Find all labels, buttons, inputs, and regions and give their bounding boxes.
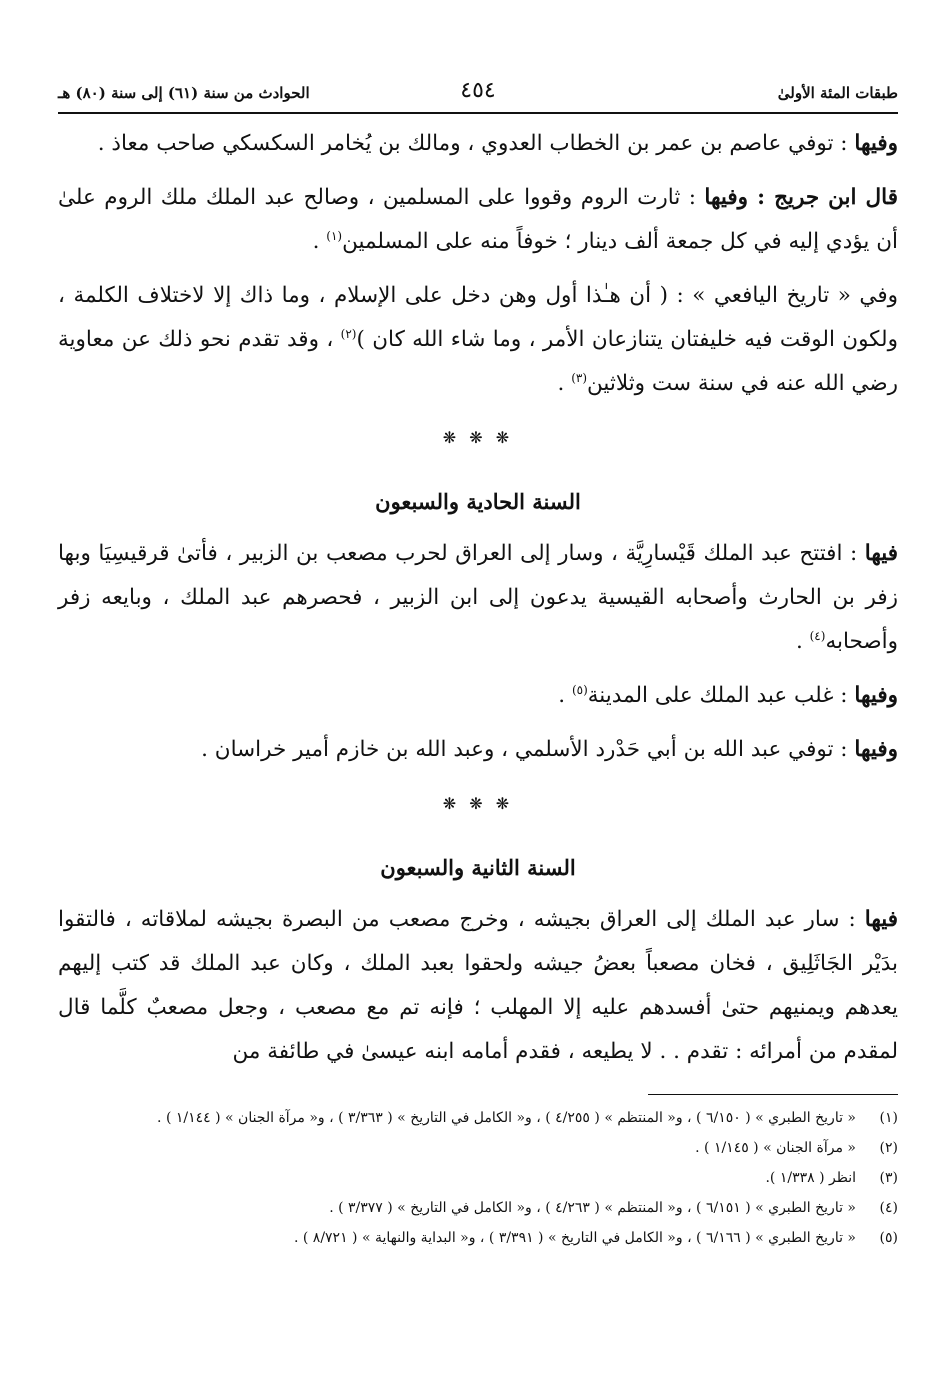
paragraph: وفي « تاريخ اليافعي » : ( أن هـٰذا أول وهن دخل على الإسلام ، وما ذاك إلا لاختلاف الكلمة ، ولكون الوقت فيه خليفتان يتنازعان الأمر ، وما شاء الله كان )$^{(٢)}$ ، وقد تقدم نحو ذلك عن معاوية رضي الله عنه في سنة ست وثلاثين$^{(٣)}$ . xyxy=(58,283,898,396)
footnote-ref: (٤) xyxy=(809,628,826,643)
footnotes xyxy=(58,1103,898,1253)
footnote-ref: (٢) xyxy=(340,326,357,341)
section-heading: السنة الحادية والسبعون xyxy=(375,489,581,514)
footnote-ref: (٣) xyxy=(571,370,588,385)
paragraph: وفيها : غلب عبد الملك على المدينة$^{(٥)}$ . xyxy=(558,682,898,708)
book-page xyxy=(58,78,898,1253)
footnote-divider xyxy=(648,1094,898,1095)
page-number: ٤٥٤ xyxy=(460,78,496,103)
page-body xyxy=(58,122,898,1074)
paragraph: فيها : افتتح عبد الملك قَيْسارِيَّة ، وسار إلى العراق لحرب مصعب بن الزبير ، فأتىٰ قرقيسِيَا وبها زفر بن الحارث وأصحابه القيسية يدعون إلى ابن الزبير ، فحصرهم عبد الملك ، وبايعه زفر وأصحابه$^{(٤)}$ . xyxy=(58,541,898,654)
footnote-ref: (٥) xyxy=(571,682,588,697)
footnote-item: (٢) « مرآة الجنان » ( ١/١٤٥ ) . xyxy=(695,1140,898,1156)
section-separator: ❋ ❋ ❋ xyxy=(442,428,514,447)
section-separator: ❋ ❋ ❋ xyxy=(442,794,514,813)
section-heading: السنة الثانية والسبعون xyxy=(380,855,576,880)
paragraph: فيها : سار عبد الملك إلى العراق بجيشه ، وخرج مصعب من البصرة بجيشه لملاقاته ، فالتقوا بدَيْر الجَاثَلِيق ، فخان مصعباً بعضُ جيشه ولحقوا بعبد الملك ، وكان عبد الملك قد كتب إليهم يعدهم ويمنيهم حتىٰ أفسدهم عليه إلا المهلب ؛ فإنه تم مع مصعب ، وجعل مصعبٌ كلَّما قال لمقدم من أمرائه : تقدم . . لا يطيعه ، فقدم أمامه ابنه عيسىٰ في طائفة من xyxy=(58,907,898,1064)
footnote-item: (٥) « تاريخ الطبري » ( ٦/١٦٦ ) ، و« الكامل في التاريخ » ( ٣/٣٩١ ) ، و« البداية والنهاية » ( ٨/٧٢١ ) . xyxy=(293,1230,898,1246)
footnote-item: (٤) « تاريخ الطبري » ( ٦/١٥١ ) ، و« المنتظم » ( ٤/٢٦٣ ) ، و« الكامل في التاريخ » ( ٣/٣٧٧ ) . xyxy=(329,1200,898,1216)
book-title: طبقات المئة الأولىٰ xyxy=(777,84,898,102)
footnote-ref: (١) xyxy=(326,228,343,243)
running-header xyxy=(58,78,898,114)
paragraph: قال ابن جريج : وفيها : ثارت الروم وقووا على المسلمين ، وصالح عبد الملك ملك الروم علىٰ أن يؤدي إليه في كل جمعة ألف دينار ؛ خوفاً منه على المسلمين$^{(١)}$ . xyxy=(58,185,899,254)
section-title: الحوادث من سنة (٦١) إلى سنة (٨٠) هـ xyxy=(58,84,310,102)
paragraph: وفيها : توفي عبد الله بن أبي حَدْرد الأسلمي ، وعبد الله بن خازم أمير خراسان . xyxy=(201,737,898,762)
footnote-item: (١) « تاريخ الطبري » ( ٦/١٥٠ ) ، و« المنتظم » ( ٤/٢٥٥ ) ، و« الكامل في التاريخ » ( ٣/٣٦٣ ) ، و« مرآة الجنان » ( ١/١٤٤ ) . xyxy=(157,1110,898,1126)
footnote-item: (٣) انظر ( ١/٣٣٨ ). xyxy=(765,1170,898,1186)
paragraph: وفيها : توفي عاصم بن عمر بن الخطاب العدوي ، ومالك بن يُخامر السكسكي صاحب معاذ . xyxy=(97,131,898,156)
